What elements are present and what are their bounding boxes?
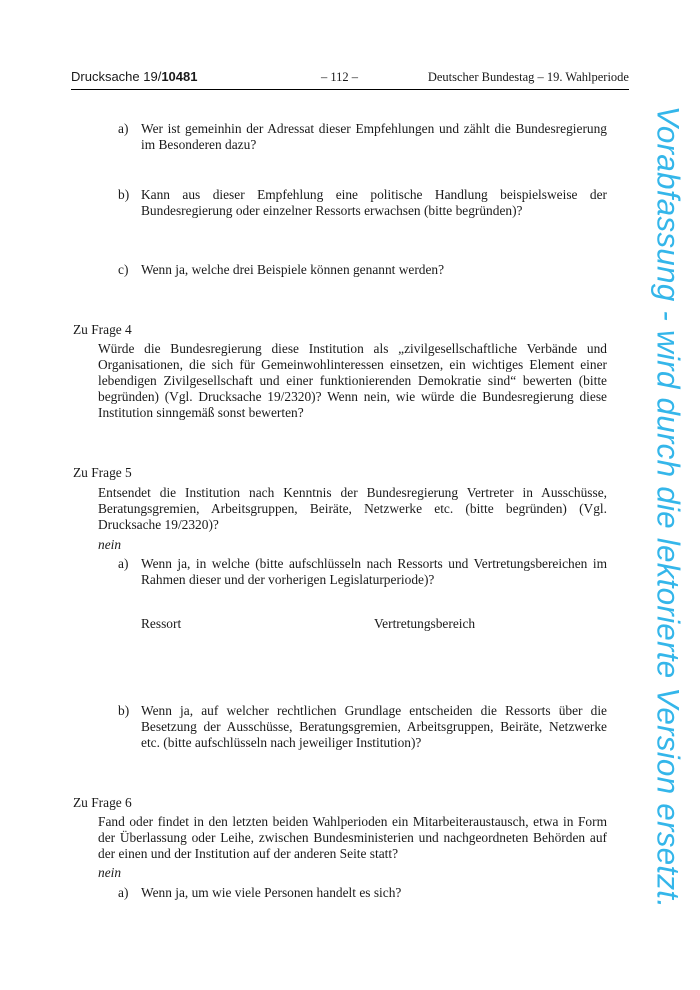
item-text: Wenn ja, auf welcher rechtlichen Grundlage entscheiden die Ressorts über die Besetzung der Ausschüsse, Beratungsgremien, Arbeitsgruppen, Beiräte, Netzwerke etc. (bitte aufschlüsseln nach jeweiliger Institution)? <box>141 703 607 750</box>
item-label: a) <box>118 885 129 900</box>
item-text: Kann aus dieser Empfehlung eine politische Handlung beispielsweise der Bundesregierung oder einzelner Ressorts erwachsen (bitte begründen)? <box>141 187 607 218</box>
watermark <box>648 105 688 909</box>
item-label: b) <box>118 703 130 718</box>
section-title-frage-6: Zu Frage 6 <box>73 795 132 810</box>
page-header <box>71 69 629 90</box>
item-label: c) <box>118 262 129 277</box>
item-text: Wenn ja, in welche (bitte aufschlüsseln nach Ressorts und Vertretungsbereichen im Rahmen dieser und der vorherigen Legislaturperiode)? <box>141 556 607 587</box>
section-title-frage-4: Zu Frage 4 <box>73 322 132 337</box>
question-text: Fand oder findet in den letzten beiden Wahlperioden ein Mitarbeiteraustausch, etwa in Form der Überlassung oder Leihe, zwischen Bundesministerien und nachgeordneten Behörden auf der einen und der Institution auf der anderen Seite statt? <box>98 814 607 861</box>
item-label: a) <box>118 556 129 571</box>
answer-text: nein <box>98 865 122 880</box>
question-text: Würde die Bundesregierung diese Institution als „zivilgesellschaftliche Verbände und Organisationen, die sich für Gemeinwohlinteressen einsetzen, ein wichtiges Element einer lebendigen Zivilgesellschaft und einer funktionierenden Demokratie sind“ bewerten (bitte begründen) (Vgl. Drucksache 19/2320)? Wenn nein, wie würde die Bundesregierung diese Institution sinngemäß sonst bewerten? <box>98 341 607 420</box>
table-header-vertretungsbereich: Vertretungsbereich <box>374 616 476 631</box>
document-number-bold: 10481 <box>161 69 198 84</box>
answer-text: nein <box>98 537 122 552</box>
item-label: a) <box>118 121 129 136</box>
table-header-ressort: Ressort <box>141 616 182 631</box>
section-title-frage-5: Zu Frage 5 <box>73 465 132 480</box>
question-text: Entsendet die Institution nach Kenntnis der Bundesregierung Vertreter in Ausschüsse, Beratungsgremien, Arbeitsgruppen, Beiräte, Netzwerke etc. (bitte begründen) (Vgl. Drucksache 19/2320)? <box>98 485 607 532</box>
watermark-text: Vorabfassung - wird durch die lektorierte Version ersetzt. <box>650 105 687 909</box>
item-label: b) <box>118 187 130 202</box>
item-text: Wer ist gemeinhin der Adressat dieser Empfehlungen und zählt die Bundesregierung im Besonderen dazu? <box>141 121 607 152</box>
document-label: Drucksache 19/ <box>71 69 162 84</box>
item-text: Wenn ja, um wie viele Personen handelt es sich? <box>141 885 402 900</box>
page-number: – 112 – <box>321 70 359 84</box>
publisher-label: Deutscher Bundestag – 19. Wahlperiode <box>427 70 629 84</box>
document-number <box>71 69 197 84</box>
item-text: Wenn ja, welche drei Beispiele können genannt werden? <box>141 262 445 277</box>
